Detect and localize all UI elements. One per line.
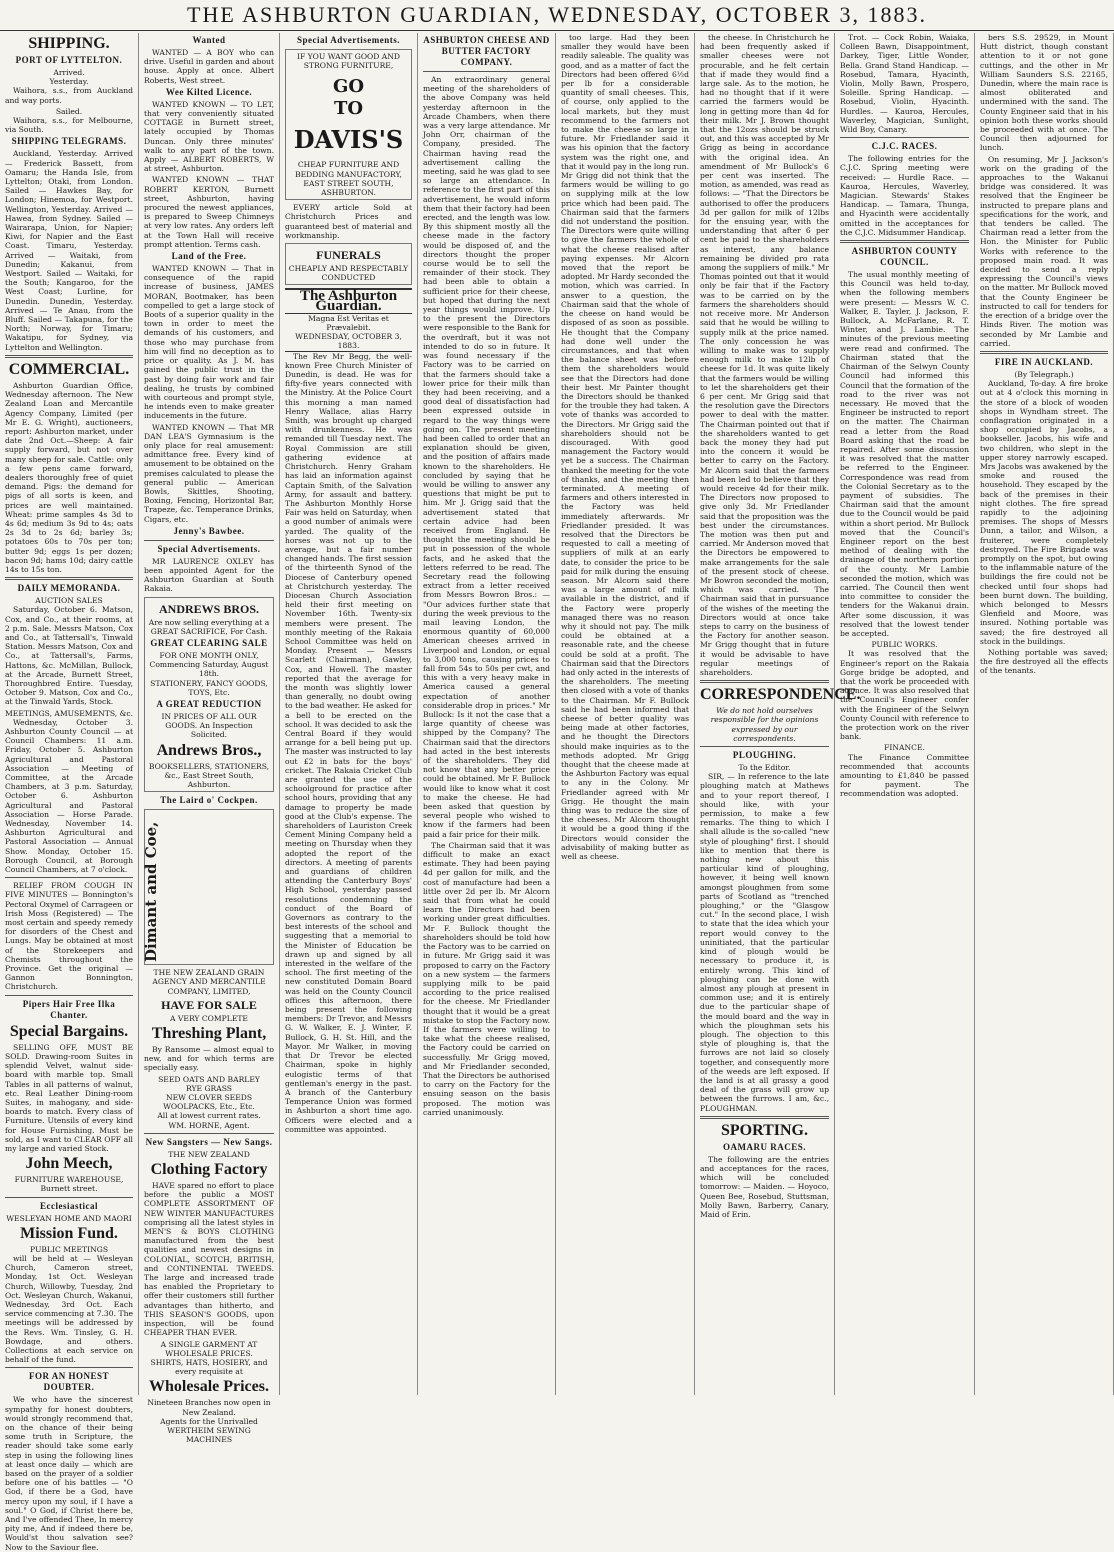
very-complete-text: A VERY COMPLETE (170, 1013, 248, 1023)
prices-text: IN PRICES OF ALL OUR GOODS. An Inspection Solicited. (161, 711, 257, 740)
yesterday-label: Yesterday. (49, 77, 89, 87)
wanted-1: WANTED — A BOY who can drive. Useful in garden and about house. Apply at once. Albert Roberts, West street. (144, 48, 274, 85)
council-text: The usual monthly meeting of this Council was held to-day, when the following members were present: — Messrs W. C. Walker, E. Tayler, J. Jackson, F. Bullock, A. McFarlane, R. T. Winter, and J. Lambie. The minutes of the previous meeting were read and confirmed. The Chairman stated that the Chairman of the Selwyn County Council had informed this Council that the formation of the road to the river was not necessary. He moved that the Engineer be instructed to report on the matter. The Chairman read a letter from the Road Board asking that the road be repaired. After some discussion it was resolved that the matter be referred to the Engineer. Correspondence was read from the Colonial Secretary as to the payment of subsidies. The Chairman said that the amount due to the Council would be paid within a short period. Mr Bullock moved that the Council's Engineer report on the best method of dealing with the drainage of the northern portion of the county. Mr Lambie seconded the motion, which was carried. The Council then went into committee to consider the tenders for the Wakanui drain. After some discussion, it was resolved that the lowest tender be accepted. (840, 270, 969, 638)
council-continued-2: On resuming, Mr J. Jackson's work on the grading of the approaches to the Wakanui bridge was considered. It was resolved that the Engineer be instructed to prepare plans and specifications for the work, and that tenders be called. The Chairman read a letter from the Hon. the Minister for Public Works with reference to the proposed main road. It was decided to send a reply expressing the Council's views on the matter. Mr Bullock moved that the County Engineer be instructed to call for tenders for the erection of a bridge over the Hinds River. The motion was seconded by Mr Lambie and carried. (980, 154, 1108, 348)
dimant-name: Dimant and Coe, (142, 821, 160, 963)
public-text: will be held at — Wesleyan Church, Cameron street, Monday, 1st Oct. Wesleyan Church, Willowby, Tuesday, 2nd Oct. Wesleyan Church, Wakanui, Wednesday, 3rd Oct. Each service commencing at 7.30. The meetings will be addressed by the Revs. Wm. Tinsley, G. H. Bowdage, and others. Collections at each service on behalf of the fund. (5, 1253, 133, 1365)
andrews-ad-title: ANDREWS BROS. (158, 601, 260, 616)
nineteen-text: Nineteen Branches now open in New Zealand. (147, 1398, 271, 1417)
auction-text: Saturday, October 6. Matson, Cox, and Co., at their rooms, at 2 p.m. Sale. Messrs Matson, Cox and Co., at Tattersall's, Tinwald Station. Messrs Matson, Cox and Co., at Tattersall's, Farms, Hattons, &c. McMillan, Bullock, at the Arcade, Burnett Street, Thoroughbred Entire. Tuesday, October 9. Matson, Cox and Co., at the Tinwald Yards, Stock. (5, 605, 133, 707)
wes-label: WESLEYAN HOME AND MAORI (6, 1213, 132, 1223)
sporting-text: The following are the entries and acceptances for the races, which will be concluded tomorrow: — Maiden. — Hoyoco, Queen Bee, Rosebud, Stuttsman, Molly Bawn, Barberry, Canary, Maid of Erin. (700, 1154, 829, 1219)
finance-text: The Finance Committee recommended that accounts amounting to £1,840 be passed for payment. The recommendation was adopted. (840, 752, 969, 799)
fire-sub: (By Telegraph.) (1014, 369, 1074, 379)
east-text: EAST STREET SOUTH, ASHBURTON. (303, 178, 394, 198)
mission-heading: Mission Fund. (20, 1224, 118, 1242)
meetings-label: MEETINGS, AMUSEMENTS, &c. (5, 708, 134, 718)
davis-name: DAVIS'S (293, 125, 404, 155)
if-you-text: IF YOU WANT GOOD AND STRONG FURNITURE, (296, 52, 400, 71)
every-text: EVERY article Sold at Christchurch Prices and guaranteed best of material and workmanship. (285, 203, 412, 240)
horne-sig: WM. HORNE, Agent. (168, 1120, 250, 1130)
nz-grain-text: THE NEW ZEALAND GRAIN AGENCY AND MERCANTILE COMPANY, LIMITED, (152, 968, 266, 996)
sangsters-heading: New Sangsters — New Sangs. (145, 1136, 273, 1147)
meech-sub: FURNITURE WAREHOUSE, Burnett street. (14, 1175, 124, 1194)
port-heading: PORT OF LYTTELTON. (15, 55, 123, 65)
licence-heading: Wee Kilted Licence. (165, 86, 253, 97)
to-editor: To the Editor. (738, 763, 791, 773)
special-adv-heading: Special Advertisements. (157, 543, 261, 554)
threshing-heading: Threshing Plant, (151, 1025, 267, 1043)
correspondence-heading: CORRESPONDENCE. (700, 686, 861, 704)
wanted-3: WANTED KNOWN — THAT ROBERT KERTON, Burnett street, Ashburton, having procured the newest appliances, is prepared to Sweep Chimneys at very low rates. Any orders left at the Town Hall will receive prompt attention. Terms cash. (144, 175, 274, 249)
public-label: PUBLIC MEETINGS (29, 1244, 109, 1254)
commercial-text: Ashburton Guardian Office, Wednesday afternoon. The New Zealand Loan and Mercantile Agency Company, Limited (per Mr E. G. Wright), auctioneers, report: Ashburton market, under date 2nd Oct.—Sheep: A fair supply forward, but not over many sheep for sale. Cattle: only a few pens came forward, dealers thoroughly free of quiet demand. Pigs: the demand for pigs of all sorts is keen, and prices are well maintained. Wheat: prime samples 4s 3d to 4s 6d; medium 3s 9d to 4s; oats 2s 3d to 2s 6d; barley 3s; potatoes 60s to 70s per ton; butter 9d; eggs 1s per dozen; bacon 9d; hams 10d; dairy cattle 14s to 15s ton. (5, 380, 133, 574)
single-garment: A SINGLE GARMENT AT WHOLESALE PRICES. (160, 1339, 258, 1358)
cjc-text: The following entries for the C.J.C. Spring meeting were received: — Hurdle Race. — Kauroa, Hercules, Waverley, Magician. Stewards' Stakes Handicap. — Tamara, Thunga, and Hyacinth were accidentally omitted in the acceptances for the C.J.C. Midsummer Handicap. (840, 154, 969, 237)
fire-last: Nothing portable was saved; the fire destroyed all the effects of the tenants. (980, 648, 1108, 676)
sacrifice-text: Are now selling everything at a GREAT SACRIFICE, For Cash. (148, 617, 270, 636)
wanted-5: WANTED KNOWN — That MR DAN LEA'S Gymnasium is the only place for real amusement: admittance free. Every kind of amusement to be obtained on the premises calculated to please the general public — American Bowls, Skittles, Shooting, Boxing, Fencing, Horizontal Bar, Trapeze, &c. Temperance Drinks, Cigars, etc. (144, 422, 274, 524)
wanted-heading: Wanted (192, 35, 226, 45)
to-text: TO (333, 98, 364, 120)
clothing-heading: Clothing Factory (150, 1161, 268, 1179)
masthead: THE ASHBURTON GUARDIAN, WEDNESDAY, OCTOBER 3, 1883. (0, 0, 1114, 31)
andrews-sub: BOOKSELLERS, STATIONERS, &c., East Street South, Ashburton. (148, 761, 270, 789)
land-heading: Land of the Free. (171, 251, 247, 262)
cjc-heading: C.J.C. RACES. (871, 141, 938, 152)
column-1 (0, 33, 139, 1552)
clothing-nz: THE NEW ZEALAND (168, 1149, 250, 1159)
column-2 (139, 33, 280, 1445)
daily-heading: DAILY MEMORANDA. (17, 583, 121, 594)
commercial-heading: COMMERCIAL. (8, 360, 130, 378)
meetings-text: Wednesday, October 3. Ashburton County Council — at Council Chambers: 11 a.m. Friday, October 5. Ashburton Agricultural and Pastoral Association — Meeting of Committee, at the Arcade Chambers, at 3 p.m. Saturday, October 6. Ashburton Agricultural and Pastoral Association — Horse Parade. Wednesday, November 14. Ashburton Agricultural and Pastoral Association — Annual Show. Monday, October 15. Borough Council, at Borough Council Chambers, at 7 o'clock. (5, 717, 133, 875)
ploughing-heading: PLOUGHING. (732, 750, 797, 761)
go-text: GO (332, 76, 365, 98)
arrived-text: Waihora, s.s., from Auckland and way ports. (5, 86, 133, 105)
wholesale-heading: Wholesale Prices. (149, 1378, 269, 1396)
seed-oats: SEED OATS AND BARLEY (158, 1074, 260, 1084)
works-text: It was resolved that the Engineer's report on the Rakaia Gorge bridge be adopted, and that the work be proceeded with at once. It was also resolved that the Council's Engineer confer with the Engineer of the Selwyn County Council with reference to the protection work on the river bank. (840, 649, 969, 742)
relief-text: RELIEF FROM COUGH IN FIVE MINUTES — Bonnington's Pectoral Oxymel of Carrageen or Irish Moss (Registered) — The most certain and speedy remedy for disorders of the Chest and Lungs. May be obtained at most of the Storekeepers and Chemists throughout the Province. Get the original — Gannon Bonnington, Christchurch. (5, 881, 133, 992)
column-7 (835, 33, 975, 1395)
sailed-text: Waihora, s.s., for Melbourne, via South. (5, 116, 133, 135)
special-heading: Special Bargains. (9, 1022, 129, 1040)
meech-name: John Meech, (25, 1155, 113, 1173)
cheese-continued: too large. Had they been smaller they would have been readily saleable. The quality was good, and as a matter of fact the Directors had been offered 6½d per lb for a considerable quantity of small cheeses. This, of course, only applied to the local markets, but they must recommend to the farmers not to make the cheese so large in future. Mr Friedlander said it was his opinion that the factory system was the right one, and that it would pay in the long run. Mr Grigg did not think that the farmers would be willing to go on supplying milk at the low price which had been paid. The Chairman said that the farmers did not understand the position. The Directors were quite willing to give the farmers the whole of what the cheese realised after paying expenses. Mr Alcorn moved that the report be adopted. Mr Hardy seconded the motion, which was carried. In answer to a question, the Chairman said that the whole of the cheese on hand would be disposed of as soon as possible. He thought that the Company had done well under the circumstances, and that when the balance sheet was before them the shareholders would see that the Directors had done their best. Mr Painter thought the Directors should be thanked for the trouble they had taken. A vote of thanks was accorded to the Directors. Mr Grigg said the shareholders should not be discouraged. With good management the Factory would yet be a success. The Chairman thanked the meeting for the vote of thanks, and the meeting then terminated. A meeting of farmers and others interested in the Factory was held immediately afterwards. Mr Friedlander presided. It was resolved that the Directors be requested to call a meeting of suppliers of milk at an early date, to consider the price to be paid for milk during the ensuing season. Mr Alcorn said there was a large amount of milk available in the district, and if the Factory were properly managed there was no reason why it should not pay. The milk could be obtained at a reasonable rate, and the cheese could be sold at a profit. The Chairman said that the Directors had only acted in the interests of the shareholders. The meeting then closed with a vote of thanks to the Chairman. Mr F. Bullock said he had been informed that cheese of better quality was being made at other factories, and he thought the Directors should make inquiries as to the methods adopted. Mr Grigg thought that the cheese made at the Ashburton Factory was equal to any in the Colony. Mr Friedlander agreed with Mr Grigg. He thought the main thing was to reduce the size of the cheeses. Mr Alcorn thought it would be a good thing if the Directors would consider the advisability of making butter as well as cheese. (561, 33, 689, 862)
dimant-ad (144, 809, 274, 965)
column-8 (975, 33, 1114, 1395)
honest-text: We who have the sincerest sympathy for honest doubters, would strongly recommend that, on the chance of their being some truth in Scripture, the reader should take some early step in using the following lines at least once daily — which are based on the prayer of a soldier before one of his battles — "O God, if there be a God, have mercy upon my soul, if I have a soul." O God, if Christ there be, And I've offended Thee, In mercy pity me, And if indeed there be, Would'st thou salvation see? Now to the Saviour flee. (5, 1395, 133, 1552)
sporting-heading: SPORTING. (720, 1121, 808, 1139)
cheap-text: CHEAP FURNITURE AND BEDDING MANUFACTORY, (295, 160, 402, 179)
stationery-text: STATIONERY, FANCY GOODS, TOYS, Etc. (150, 678, 268, 697)
clover: NEW CLOVER SEEDS (165, 1093, 253, 1103)
andrews-ad (144, 597, 274, 793)
column-6 (695, 33, 861, 1395)
column-5 (556, 33, 695, 1395)
jenny-heading: Jenny's Bawbee. (173, 525, 245, 536)
lowest-rates: All at lowest current rates. (157, 1111, 261, 1121)
davis-ad (285, 49, 412, 200)
pipers-heading: Pipers Hair Free Ilka Chanter. (22, 998, 116, 1020)
council-continued: bers S.S. 29529, in Mount Hutt district, though constant attention to it or not gone cuttings, and the other in Mr William Saunders S.S. 22165, Dunedin, where the main race is almost obliterated and undermined with the sand. The County Engineer said that in his opinion both these works should be proceeded with at once. The Council then adjourned for lunch. (980, 33, 1108, 153)
disclaimer: We do not hold ourselves responsible for the opinions expressed by our correspondents. (710, 706, 819, 743)
laird-heading: The Laird o' Cockpen. (160, 795, 258, 806)
funerals-heading: FUNERALS (316, 248, 381, 263)
sailed-label: Sailed. (55, 106, 83, 116)
meeting-continued: the cheese. In Christchurch he had been frequently asked if smaller cheeses were not procurable, and he felt certain that if made they would find a large sale. As to the motion, he had no thought that if it were carried the farmers would be long in getting more than 4d for their milk. Mr J. Brown thought that the 12ozs should be struck out, and this was accepted by Mr Grigg as being in accordance with the original idea. An amendment of Mr Bullock's 6 per cent was inserted. The motion, as amended, was read as follows: — "That the Directors be authorised to offer the producers 3d per gallon for milk of 12lbs for the ensuing year, with the understanding that after 6 per cent be paid to the shareholders as interest, any balance remaining be divided pro rata among the suppliers of milk." Mr Thomas pointed out that it would only be fair that if the Factory was to be carried on by the farmers the shareholders should not receive more. Mr Anderson said that he would be willing to supply milk at the price named. The only concession he was willing to make was to supply enough milk to make 12lb of cheese for 1d. It was quite likely that the farmers would be willing to let the shareholders get their 6 per cent. Mr Grigg said that the resolution gave the Directors power to deal with the matter. The Chairman pointed out that if the shareholders wanted to get back the money they had put into the concern it would be better to carry on the Factory. Mr Alcorn said that the farmers had been led to believe that they would receive 4d for their milk. The Directors now proposed to give only 3d. Mr Friedlander said that the proposition was the best under the circumstances. The motion was then put and carried. Mr Anderson moved that the Directors be empowered to make arrangements for the sale of the present stock of cheese. Mr Bowron seconded the motion, which was carried. The Chairman said that in pursuance of the wishes of the meeting the Directors would at once take steps to carry on the business of the Factory for another season. Mr Grigg thought that in future it would be advisable to have regular meetings of shareholders. (700, 33, 829, 678)
arrived-label: Arrived. (53, 68, 85, 77)
special-text: SELLING OFF, MUST BE SOLD. Drawing-room Suites in splendid Velvet, walnut side-board with marble top. Small Tables in all patterns of walnut, etc. Real Leather Dining-room Suites, in mahogany, and side-boards to match. Every class of Furniture. Utensils of every kind for House Furnishing. Must be sold, as I want to CLEAR OFF all my large and varied Stock. (5, 1042, 133, 1153)
column-4 (418, 33, 556, 1395)
entries-text: Trot. — Cock Robin, Waiaka, Colleen Bawn, Disappointment, Darkey, Tiger, Little Wonder, Bella. Grand Stand Handicap. — Rosebud, Tamara, Hyacinth, Violin, Molly Bawn, Prospero, Soleille. Spring Handicap. — Rosebud, Violin, Hyacinth. Hurdles. — Kauroa, Hercules, Waverley, Magician, Sunlight, Wild Boy, Canary. (840, 33, 969, 135)
andrews-name: Andrews Bros., (156, 741, 262, 759)
cheese-heading: ASHBURTON CHEESE AND BUTTER FACTORY COMPANY. (423, 35, 550, 67)
funerals-sub: CHEAPLY AND RESPECTABLY CONDUCTED (288, 264, 409, 283)
clothing-text: HAVE spared no effort to place before the public a MOST COMPLETE ASSORTMENT OF NEW WINTER MANUFACTURES comprising all the latest styles in MEN'S & BOYS CLOTHING manufactured from the best qualities and newest designs in COLONIAL, SCOTCH, BRITISH, and CONTINENTAL TWEEDS. The large and increased trade has enabled the Proprietary to offer their customers still further advantages than hitherto, and THIS SEASON'S GOODS, upon inspection, will be found CHEAPER THAN EVER. (144, 1181, 274, 1338)
reduction-heading: A GREAT REDUCTION (156, 698, 262, 709)
fire-heading: FIRE IN AUCKLAND. (994, 356, 1094, 367)
auction-label: AUCTION SALES (35, 596, 103, 606)
clearing-heading: GREAT CLEARING SALE (150, 637, 268, 648)
rye-grass: RYE GRASS (186, 1083, 232, 1093)
funerals-box (285, 243, 412, 285)
guardian-motto: Magna Est Veritas et Prævalebit. (308, 313, 389, 333)
guardian-title: The Ashburton Guardian. (285, 288, 412, 313)
works-heading: PUBLIC WORKS. (871, 640, 938, 650)
column-3 (280, 33, 418, 1395)
shirts-text: SHIRTS, HATS, HOSIERY, and every requisite at (150, 1357, 268, 1377)
telegrams-heading: SHIPPING TELEGRAMS. (11, 136, 127, 147)
fire-text: Auckland, To-day. A fire broke out at 4 o'clock this morning in the store of a block of wooden shops in Wyndham street. The conflagration originated in a shop occupied by Jacobs, a bookseller. Jacobs, his wife and two children, who slept in the upper storey narrowly escaped. Mrs Jacobs was awakened by the smoke and roused the household. They escaped by the back of the premises in their night clothes. The fire spread rapidly to the adjoining premises. The shops of Messrs Dunn, a tailor, and Wilson, a fruiterer, were completely destroyed. The Fire Brigade was promptly on the spot, but owing to the inflammable nature of the buildings the fire could not be checked until four shops had been burnt down. The building, which belonged to Messrs Glenfield and Moore, was insured. Nothing portable was saved; the fire destroyed all stock in the buildings. (980, 379, 1108, 646)
editorial-text: The Rev Mr Begg, the well-known Free Church Minister of Dunedin, is dead. He was for fifty-five years connected with the Ministry. At the Police Court this morning a man named Henry Wallace, alias Harry Smith, was brought up charged with drunkenness. He was remanded till Tuesday next. The Royal Commission are still gathering evidence at Christchurch. Henry Graham has laid an information against Captain Smith, of the Salvation Army, for assault and battery. The Ashburton Monthly Horse Fair was held on Saturday, when a good number of animals were yarded. The quality of the horses was not up to the average, but a fair number changed hands. The first session of the thirteenth Synod of the Diocese of Canterbury opened at Christchurch yesterday. The Diocesan Church Association held their first meeting on November 16th. Twenty-six members were present. The monthly meeting of the Rakaia School Committee was held on Monday. Present — Messrs Scarlett (Chairman), Gawley, Cox, and Howell. The master reported that the average for the month was slightly lower than generally, no doubt owing to the bad weather. He asked for a bell to be erected on the school. It was decided to ask the Central Board if they would arrange for a bell being put up. The master was instructed to lay out £2 in bats for the boys' cricket. The Rakaia Cricket Club are granted the use of the schoolground for practice after school hours, providing that any damage to property be made good at the Club's expense. The shareholders of Lauriston Creek Cement Mining Company held a meeting on Thursday when they adopted the report of the directors. A meeting of parents and guardians of children attending the Canterbury Boys' High School, yesterday passed resolutions condemning the conduct of the Board of Governors as contrary to the best interests of the school and suggesting that a memorial to the Minister of Education be drawn up and signed by all interested in the welfare of the school. The first meeting of the new constituted Domain Board was held on the County Council offices this afternoon, there being present the following members: Dr Trevor, and Messrs G. W. Walker, E. J. Winter, F. Bullock, G. H. St. Hill, and the Mayor. Mr Walker, in moving that Dr Trevor be elected Chairman, spoke in highly eulogistic terms of that gentleman's energy in the past. A branch of the Canterbury Temperance Union was formed in Ashburton a short time ago. Officers were elected and a committee was appointed. (285, 351, 412, 1134)
woolpacks: WOOLPACKS, Etc., Etc. (163, 1102, 255, 1112)
special-adv-heading-3: Special Advertisements. (297, 35, 400, 45)
wertheim-text: Agents for the Unrivalled WERTHEIM SEWING MACHINES (160, 1416, 258, 1445)
cheese-text: An extraordinary general meeting of the shareholders of the above Company was held yesterday afternoon in the Arcade Chambers, when there was a very large attendance. Mr John Orr, chairman of the Company, presided. The Chairman having read the advertisement calling the meeting, said he was glad to see so large an attendance. In reference to the first part of this advertisement, he would inform them that their factory had been erected, and the length was low. By this shipment mostly all the cheese made in the factory would be disposed of, and the directors thought the proper course would be to sell the remainder of their stock. They had been able to obtain a sufficient price for their cheese, but hoped that during the next year things would improve. Up to the present the Directors were responsible to the Bank for the overdraft, but it was not intended to do so in future. It was found necessary if the Factory was to be carried on that the farmers should take a lower price for their milk than they had been receiving, and a good deal of dissatisfaction had been expressed outside in regard to the way things were going on. The present meeting had been called to order that an explanation should be given, and the position of affairs made known to the shareholders. He concluded by saying that he would be willing to answer any questions that might be put to him. Mr J. Grigg said that the advertisement stated that certain advice had been received from England. He thought the meeting should be put in possession of the whole facts, and he asked that the letters referred to be read. The Secretary read the following extract from a letter received from Messrs Bowron Bros.: — "Our advices further state that during the week previous to the mail leaving London, the enormous quantity of 60,000 American cheeses arrived in Liverpool and London, or equal to 3,000 tons, causing prices to fall from 54s to 50s per cwt, and this with a very heavy make in America caused a general expectation of another considerable drop in prices." Mr Bullock: Is it not the case that a large quantity of cheese was shipped by the Company? The Chairman said that the directors had acted in the best interests of the shareholders. They did not know that any better price could be obtained. Mr F. Bullock would like to know what it cost to make the cheese. He had been asked that question by several people who wished to know if the farmers had been paid a fair price for their milk. (423, 75, 550, 839)
oxley-text: MR LAURENCE OXLEY has been appointed Agent for the Ashburton Guardian at South Rakaia. (144, 556, 274, 594)
guardian-date: WEDNESDAY, OCTOBER 3, 1883. (285, 332, 412, 351)
letter-text: SIR, — In reference to the late ploughing match at Mathews and to your report thereof, I should like, with your permission, to make a few remarks. The thing to which I shall allude is the so-called "new style of ploughing" first. I should like to mention that there is nothing new about this particular kind of ploughing, however, it being well known amongst ploughmen from some parts of Scotland as "trenched ploughing," or the "Glasgow cut." In the second place, I wish to state that the idea which your report would convey to the uninitiated, that the particular kind of plough would be necessary to produce it, is entirely wrong. This kind of ploughing can be done with almost any plough at present in common use; and it is entirely due to the particular shape of the mould board and the way in which the ploughman sets his plough. The objection to this style of ploughing is, that the furrows are not laid so closely together, and consequently more of the weeds are left exposed. If the land is at all grassy a good deal of the grass will grow up between the furrows. I am, &c., PLOUGHMAN. (700, 772, 829, 1113)
telegrams-text: Auckland, Yesterday. Arrived — Frederick Bassett, from Oamaru; the Handa Isle, from Lyttelton; Otaki, from London. Sailed — Hawkes Bay, for London; Hinemoa, for Westport. Wellington, Yesterday. Arrived — Hawea, from Sydney. Sailed — Wairarapa, Union, for Napier; Kiwi, for Napier and the East Coast. Timaru, Yesterday. Arrived — Waitaki, from Dunedin; Kakanui, from Westport. Sailed — Waitaki, for the South; Kangaroo, for the West Coast; Lurline, for Dunedin. Dunedin, Yesterday. Arrived — Te Anau, from the Bluff. Sailed — Takapuna, for the North; Norway, for Timaru; Wakatipu, for Sydney, via Lyttelton and Wellington. (5, 149, 133, 352)
cheese-text-2: The Chairman said that it was difficult to make an exact estimate. They had been paying 4d per gallon for milk, and the cost of manufacture had been a little over 2d per lb. Mr Alcorn said that from what he could learn the Directors had been working under great difficulties. Mr F. Bullock thought the shareholders should be told how the Factory was to be carried on in future. Mr Grigg said it was proposed to carry on the Factory on a new system — the farmers supplying milk to be paid according to the price realised for the cheese. Mr Friedlander thought that it would be a great mistake to stop the Factory now. If the farmers were willing to take what the cheese realised, the Factory could be carried on successfully. Mr Grigg moved, and Mr Friedlander seconded, That the Directors be authorised to carry on the Factory for the ensuing season on the basis proposed. The motion was carried unanimously. (423, 840, 550, 1117)
wanted-4: WANTED KNOWN — That in consequence of the rapid increase of business, JAMES MORAN, Bootmaker, has been compelled to get a large stock of Boots of a superior quality in the town in order to meet the demands of his customers, and those who may purchase from him will find no deception as to price or quality. As J. M. has gained the public trust in the past by doing fair work and fair dealing, he trusts by combined with courteous and prompt style, he intends even to make greater inducements in the future. (144, 264, 274, 421)
ransome-text: By Ransome — almost equal to new, and for which terms are specially easy. (144, 1045, 274, 1073)
oamaru-heading: OAMARU RACES. (723, 1141, 806, 1152)
eccl-heading: Ecclesiastical (40, 1200, 98, 1211)
finance-heading: FINANCE. (884, 743, 925, 753)
council-heading: ASHBURTON COUNTY COUNCIL. (851, 246, 958, 268)
wanted-2: WANTED KNOWN — TO LET, that very conveniently situated COTTAGE in Burnett street, lately occupied by Thomas Duncan. Only three minutes' walk to any part of the town. Apply — ALBERT ROBERTS, W at street, Ashburton. (144, 99, 274, 174)
one-month-text: FOR ONE MONTH ONLY, Commencing Saturday, August 18th. (149, 650, 269, 679)
shipping-heading: SHIPPING. (28, 35, 110, 52)
have-sale-heading: HAVE FOR SALE (161, 997, 257, 1012)
honest-heading: FOR AN HONEST DOUBTER. (28, 1371, 109, 1393)
